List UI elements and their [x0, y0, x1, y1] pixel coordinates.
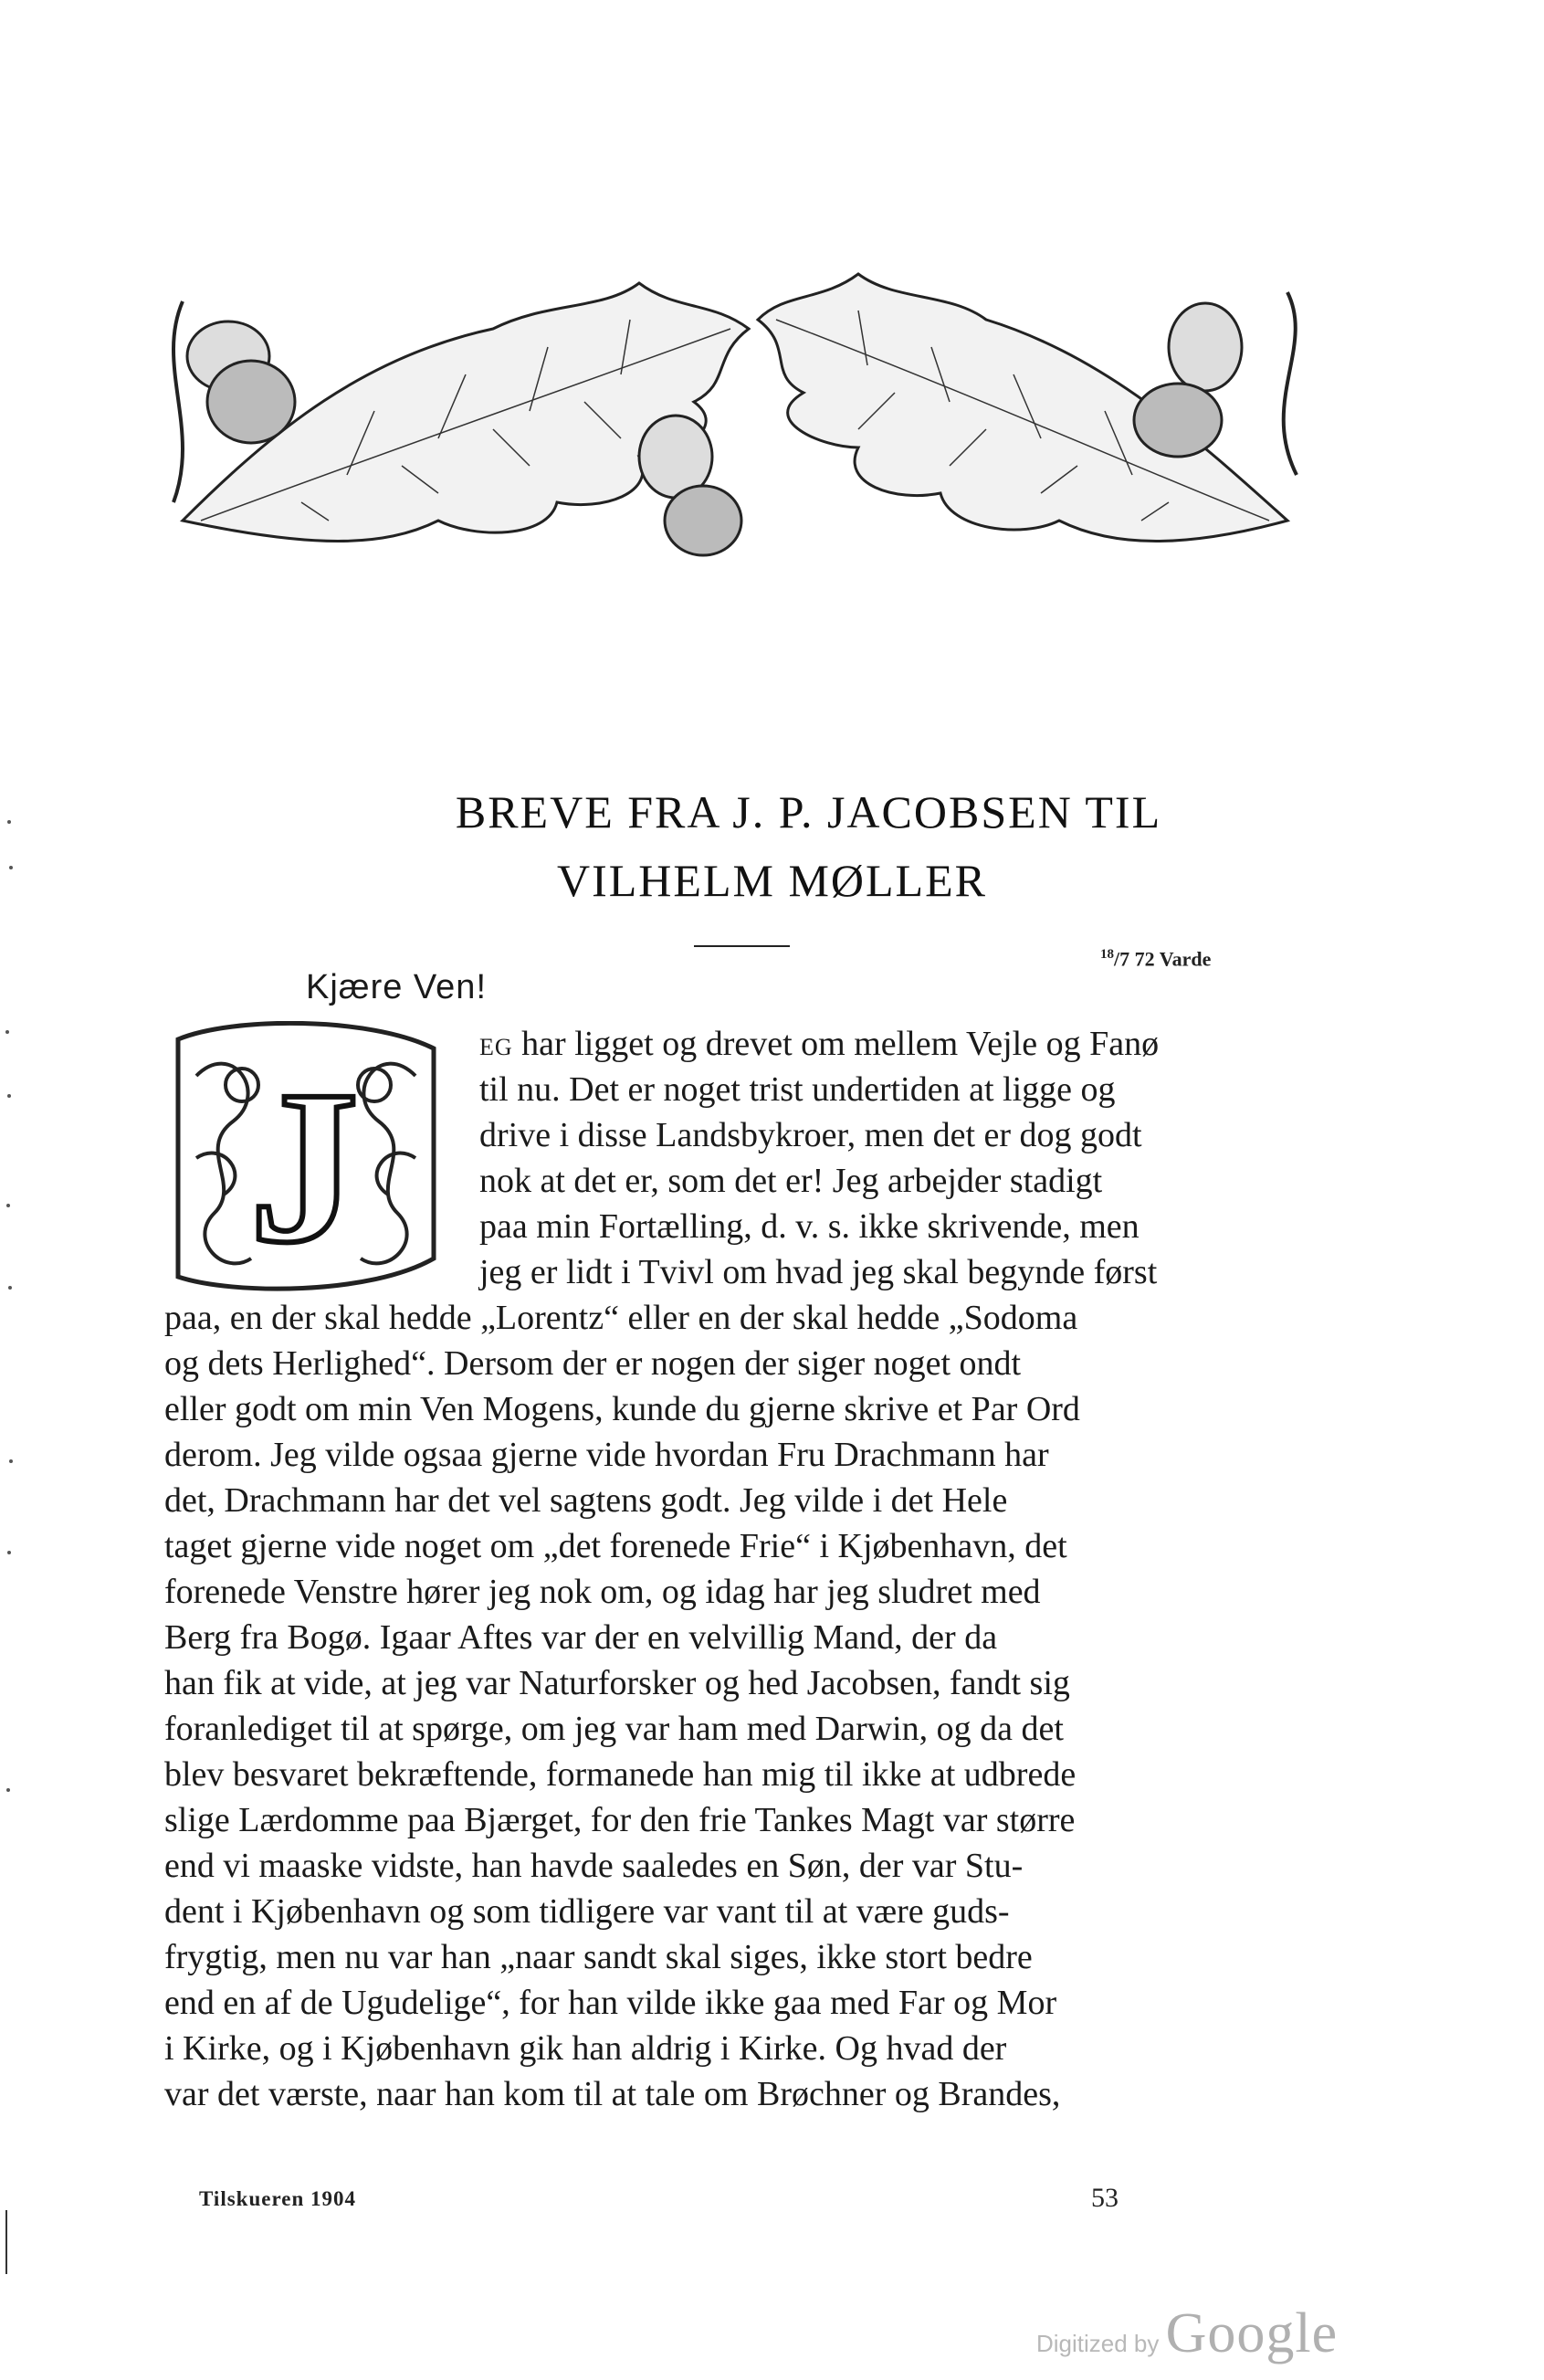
body-line: dent i Kjøbenhavn og som tidligere var vant til at være guds- — [164, 1892, 1010, 1931]
body-line: end vi maaske vidste, han havde saaledes en Søn, der var Stu- — [164, 1847, 1024, 1885]
body-line: og dets Herlighed“. Dersom der er nogen der siger noget ondt — [164, 1344, 1022, 1383]
letter-date — [1100, 947, 1211, 971]
line-text: EG har ligget og drevet om mellem Vejle og Fanø — [479, 1025, 1160, 1063]
body-line: slige Lærdomme paa Bjærget, for den frie Tankes Magt var større — [164, 1801, 1076, 1839]
body-line: paa min Fortælling, d. v. s. ikke skrivende, men — [479, 1207, 1140, 1246]
body-line: frygtig, men nu var han „naar sandt skal siges, ikke stort bedre — [164, 1938, 1033, 1976]
date-day: 18 — [1100, 947, 1114, 962]
digitized-by-watermark — [1036, 2301, 1338, 2366]
scan-margin-specks — [0, 0, 37, 2380]
source-footer: Tilskueren 1904 — [199, 2187, 356, 2210]
body-line: end en af de Ugudelige“, for han vilde ikke gaa med Far og Mor — [164, 1984, 1057, 2022]
body-line: blev besvaret bekræftende, formanede han mig til ikke at udbrede — [164, 1755, 1077, 1794]
body-line: han fik at vide, at jeg var Naturforsker og hed Jacobsen, fandt sig — [164, 1664, 1070, 1702]
body-line: taget gjerne vide noget om „det forenede Frie“ i Kjøbenhavn, det — [164, 1527, 1067, 1565]
body-line: det, Drachmann har det vel sagtens godt. Jeg vilde i det Hele — [164, 1481, 1008, 1520]
body-line — [479, 1021, 1315, 1067]
body-line: til nu. Det er noget trist undertiden at ligge og — [479, 1070, 1116, 1109]
digitized-label: Digitized by — [1036, 2330, 1160, 2357]
google-logo: Google — [1165, 2302, 1339, 2364]
article-title-line1: BREVE FRA J. P. JACOBSEN TIL — [455, 786, 1162, 837]
body-line: foranlediget til at spørge, om jeg var ham med Darwin, og da det — [164, 1710, 1064, 1748]
ornamental-dropcap — [160, 1021, 447, 1304]
acorn-right — [1169, 303, 1242, 391]
smallcaps-opening: EG — [479, 1034, 513, 1060]
article-title-line2: VILHELM MØLLER — [557, 855, 987, 906]
body-line: Berg fra Bogø. Igaar Aftes var der en velvillig Mand, der da — [164, 1618, 998, 1657]
body-line: var det værste, naar han kom til at tale om Brøchner og Brandes, — [164, 2075, 1061, 2113]
body-line: eller godt om min Ven Mogens, kunde du gjerne skrive et Par Ord — [164, 1390, 1080, 1428]
page-number: 53 — [1091, 2183, 1119, 2213]
salutation: Kjære Ven! — [306, 968, 487, 1006]
body-line: jeg er lidt i Tvivl om hvad jeg skal begynde først — [479, 1253, 1158, 1291]
dropcap-letter: J — [249, 1045, 359, 1288]
body-line: paa, en der skal hedde „Lorentz“ eller en der skal hedde „Sodoma — [164, 1299, 1078, 1337]
body-line: drive i disse Landsbykroer, men det er dog godt — [479, 1116, 1142, 1154]
body-line: i Kirke, og i Kjøbenhavn gik han aldrig i Kirke. Og hvad der — [164, 2029, 1007, 2068]
body-line: nok at det er, som det er! Jeg arbejder stadigt — [479, 1162, 1103, 1200]
body-line: derom. Jeg vilde ogsaa gjerne vide hvordan Fru Drachmann har — [164, 1436, 1049, 1474]
oak-leaf-vignette — [164, 247, 1315, 557]
title-divider — [694, 945, 790, 947]
body-line: forenede Venstre hører jeg nok om, og idag har jeg sludret med — [164, 1573, 1041, 1611]
date-rest: /7 72 Varde — [1114, 947, 1212, 971]
